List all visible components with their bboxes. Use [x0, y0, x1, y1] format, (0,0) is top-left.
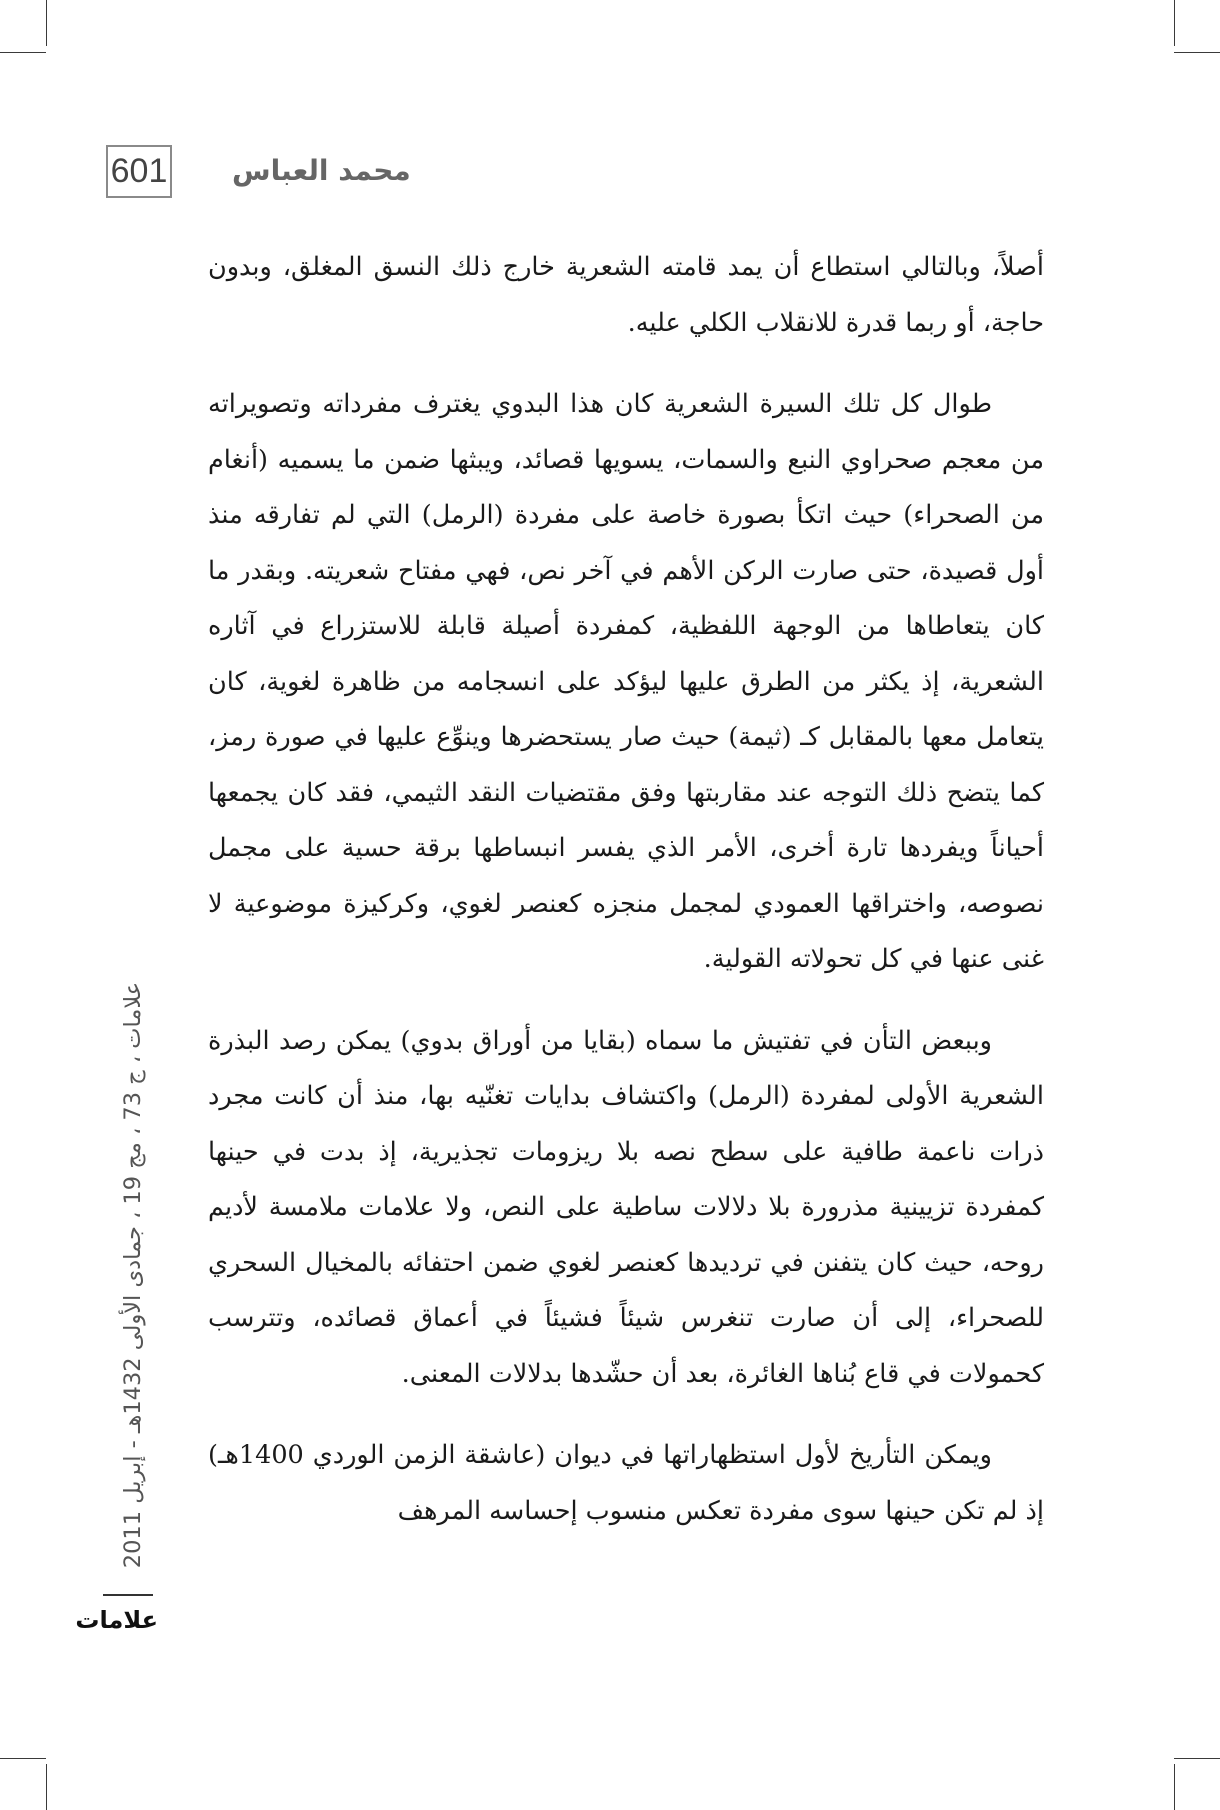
- paragraph: وببعض التأن في تفتيش ما سماه (بقايا من أوراق بدوي) يمكن رصد البذرة الشعرية الأولى لمفردة (الرمل) واكتشاف بدايات تغنّيه بها، منذ أن كانت مجرد ذرات ناعمة طافية على سطح نصه بلا ريزومات تجذيرية، إذ بدت في حينها كمفردة تزيينية مذرورة بلا دلالات ساطية على النص، ولا علامات ملامسة لأديم روحه، حيث كان يتفنن في ترديدها كعنصر لغوي ضمن احتفائه بالمخيال السحري للصحراء، إلى أن صارت تنغرس شيئاً فشيئاً في أعماق قصائده، وتترسب كحمولات في قاع بُناها الغائرة، بعد أن حشّدها بدلالات المعنى.: [208, 1025, 1044, 1389]
- journal-issue-line: [116, 958, 150, 1592]
- crop-mark: [1174, 52, 1220, 53]
- crop-mark: [1174, 1764, 1175, 1810]
- paragraph: طوال كل تلك السيرة الشعرية كان هذا البدوي يغترف مفرداته وتصويراته من معجم صحراوي النبع والسمات، يسويها قصائد، ويبثها ضمن ما يسميه (أنغام من الصحراء) حيث اتكأ بصورة خاصة على مفردة (الرمل) التي لم تفارقه منذ أول قصيدة، حتى صارت الركن الأهم في آخر نص، فهي مفتاح شعريته. وبقدر ما كان يتعاطاها من الوجهة اللفظية، كمفردة أصيلة قابلة للاستزراع في آثاره الشعرية، إذ يكثر من الطرق عليها ليؤكد على انسجامه من ظاهرة لغوية، كان يتعامل معها بالمقابل كـ (ثيمة) حيث صار يستحضرها وينوِّع عليها في صورة رمز، كما يتضح ذلك التوجه عند مقاربتها وفق مقتضيات النقد الثيمي، فقد كان يجمعها أحياناً ويفردها تارة أخرى، الأمر الذي يفسر انبساطها برقة حسية على مجمل نصوصه، واختراقها العمودي لمجمل منجزه كعنصر لغوي، وكركيزة موضوعية لا غنى عنها في كل تحولاته القولية.: [208, 389, 1044, 974]
- crop-mark: [46, 1764, 47, 1810]
- divider: [103, 1594, 153, 1596]
- paragraph: أصلاً، وبالتالي استطاع أن يمد قامته الشعرية خارج ذلك النسق المغلق، وبدون حاجة، أو ربما قدرة للانقلاب الكلي عليه.: [208, 252, 1044, 338]
- crop-mark: [0, 52, 46, 53]
- journal-issue-text: علامات ، ج 73 ، مج 19 ، جمادى الأولى 1432هـ - إبريل 2011: [120, 981, 146, 1569]
- crop-mark: [1174, 1758, 1220, 1759]
- journal-logo: علامات: [75, 1606, 158, 1634]
- page-number: 601: [106, 145, 172, 198]
- paragraph: ويمكن التأريخ لأول استظهاراتها في ديوان (عاشقة الزمن الوردي 1400هـ) إذ لم تكن حينها سوى مفردة تعكس منسوب إحساسه المرهف: [208, 1440, 1044, 1526]
- running-head-author: محمد العباس: [232, 154, 411, 187]
- crop-mark: [0, 1758, 46, 1759]
- body-text: [208, 240, 1044, 1565]
- crop-mark: [1174, 0, 1175, 46]
- crop-mark: [46, 0, 47, 46]
